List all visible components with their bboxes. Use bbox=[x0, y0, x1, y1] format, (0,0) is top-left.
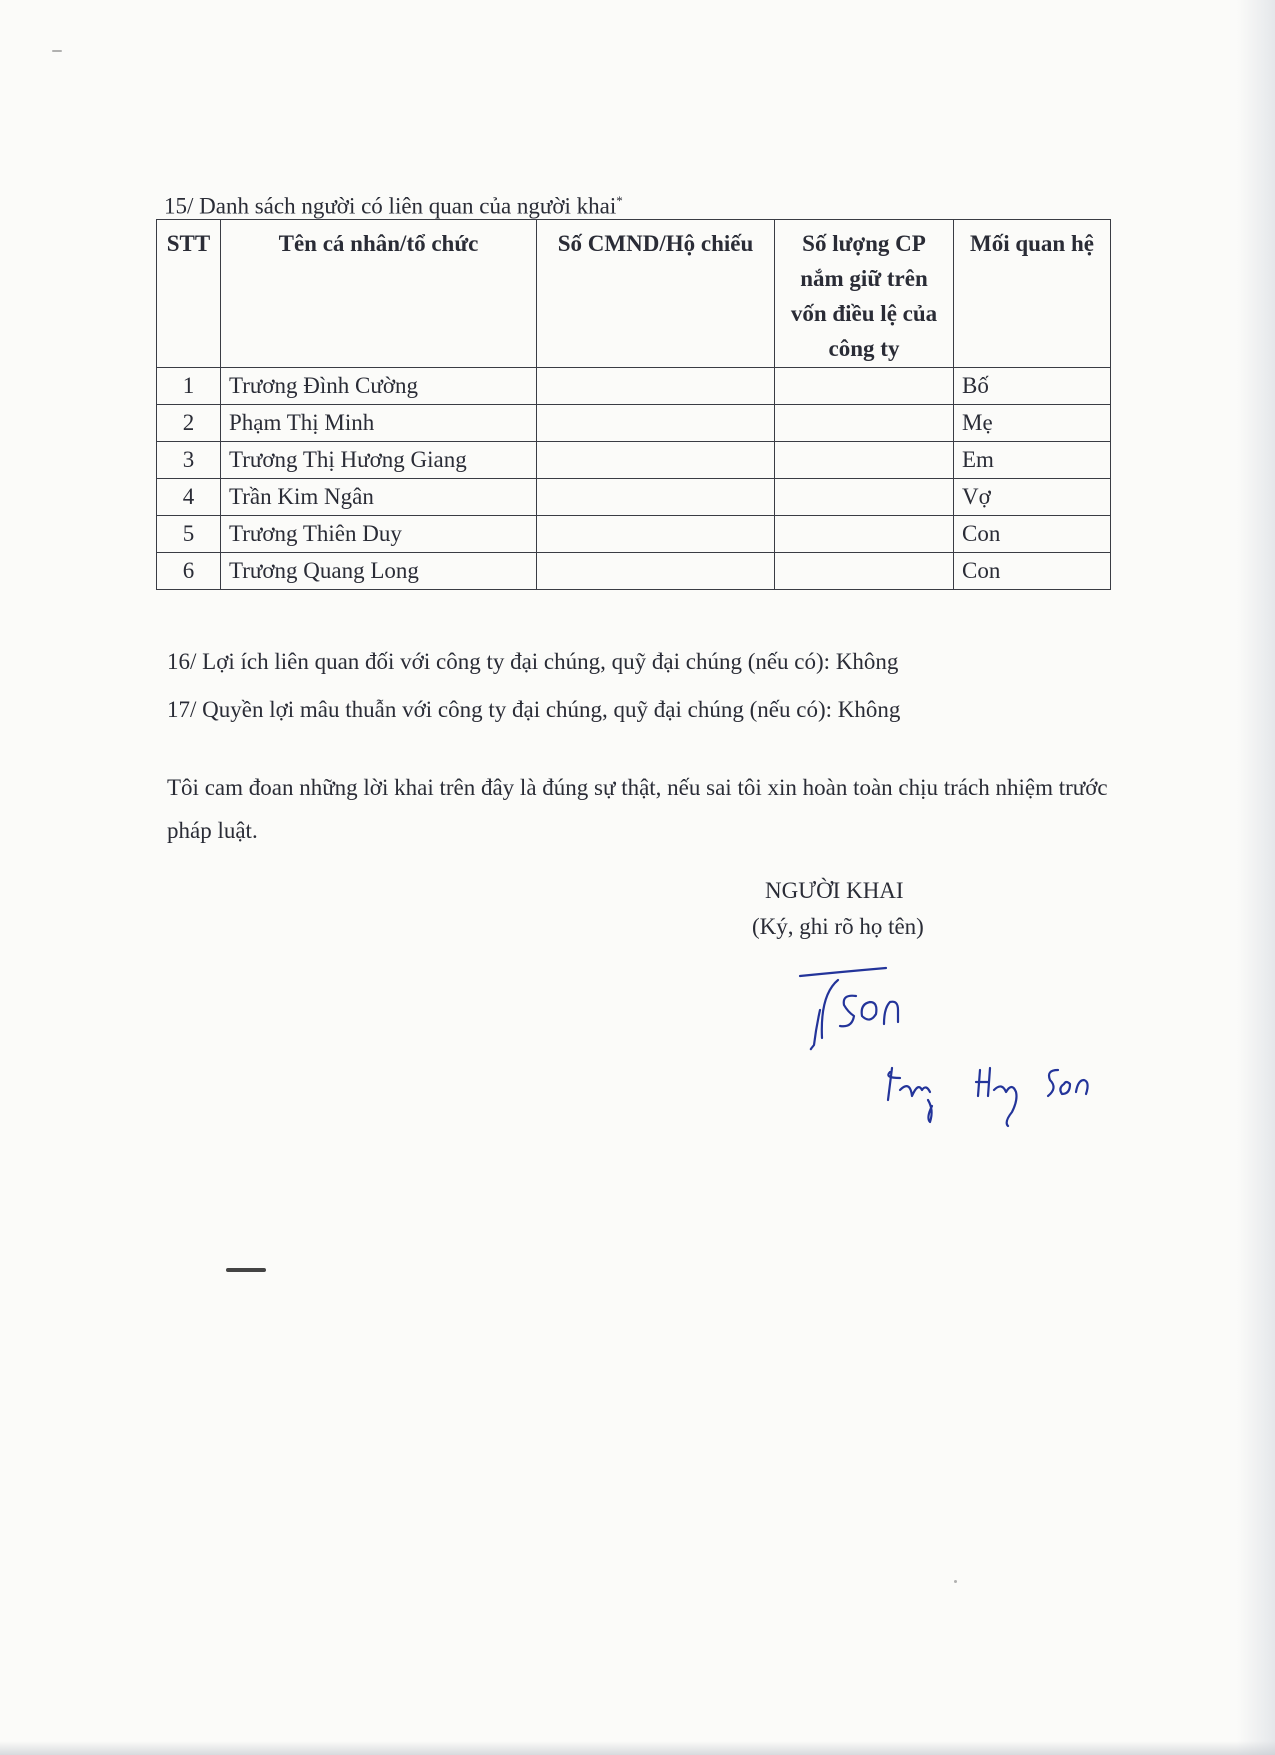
header-relation: Mối quan hệ bbox=[954, 220, 1111, 368]
signature-stroke bbox=[888, 1068, 900, 1100]
table-row bbox=[157, 479, 1111, 516]
section-16-text: 16/ Lợi ích liên quan đối với công ty đại chúng, quỹ đại chúng (nếu có): Không bbox=[167, 649, 899, 674]
cell-name: Trương Thị Hương Giang bbox=[221, 442, 537, 479]
handwritten-signature bbox=[780, 950, 1140, 1130]
cell-relation: Mẹ bbox=[954, 405, 1111, 442]
table-row bbox=[157, 442, 1111, 479]
cell-relation: Con bbox=[954, 553, 1111, 590]
cell-shares bbox=[775, 516, 954, 553]
table-row bbox=[157, 516, 1111, 553]
cell-stt: 2 bbox=[157, 405, 221, 442]
cell-id-number bbox=[537, 405, 775, 442]
cell-shares bbox=[775, 405, 954, 442]
cell-shares bbox=[775, 368, 954, 405]
signature-stroke bbox=[900, 1086, 930, 1096]
header-stt: STT bbox=[157, 220, 221, 368]
page-bottom-edge bbox=[0, 1741, 1275, 1755]
cell-stt: 1 bbox=[157, 368, 221, 405]
signature-stroke bbox=[811, 1010, 820, 1049]
cell-stt: 4 bbox=[157, 479, 221, 516]
cell-id-number bbox=[537, 368, 775, 405]
cell-name: Phạm Thị Minh bbox=[221, 405, 537, 442]
scan-speck bbox=[954, 1580, 957, 1583]
signature-stroke bbox=[928, 1100, 932, 1122]
signature-stroke bbox=[840, 996, 856, 1027]
table-row bbox=[157, 368, 1111, 405]
cell-name: Trương Thiên Duy bbox=[221, 516, 537, 553]
cell-name: Trương Quang Long bbox=[221, 553, 537, 590]
scan-speck bbox=[52, 50, 62, 52]
cell-name: Trần Kim Ngân bbox=[221, 479, 537, 516]
cell-relation: Con bbox=[954, 516, 1111, 553]
cell-stt: 3 bbox=[157, 442, 221, 479]
signature-stroke bbox=[1060, 1082, 1070, 1094]
cell-stt: 5 bbox=[157, 516, 221, 553]
signature-stroke bbox=[800, 968, 886, 976]
signer-note: (Ký, ghi rõ họ tên) bbox=[752, 914, 924, 939]
section-15-title: 15/ Danh sách người có liên quan của người khai* bbox=[164, 193, 623, 219]
cell-relation: Vợ bbox=[954, 479, 1111, 516]
header-id-number: Số CMND/Hộ chiếu bbox=[537, 220, 775, 368]
cell-id-number bbox=[537, 516, 775, 553]
cell-shares bbox=[775, 479, 954, 516]
signature-stroke bbox=[1048, 1070, 1058, 1096]
cell-stt: 6 bbox=[157, 553, 221, 590]
signature-stroke bbox=[976, 1068, 990, 1096]
cell-name: Trương Đình Cường bbox=[221, 368, 537, 405]
signer-title: NGƯỜI KHAI bbox=[765, 878, 904, 903]
header-name: Tên cá nhân/tổ chức bbox=[221, 220, 537, 368]
cell-relation: Em bbox=[954, 442, 1111, 479]
cell-relation: Bố bbox=[954, 368, 1111, 405]
signature-stroke bbox=[822, 980, 838, 1038]
signature-stroke bbox=[884, 1002, 898, 1024]
signature-stroke bbox=[862, 1002, 877, 1020]
commitment-statement: Tôi cam đoan những lời khai trên đây là đúng sự thật, nếu sai tôi xin hoàn toàn chịu trách nhiệm trước pháp luật. bbox=[167, 775, 1108, 843]
footnote-marker: * bbox=[616, 193, 623, 208]
cell-id-number bbox=[537, 479, 775, 516]
page-edge-shadow bbox=[1237, 0, 1275, 1755]
section-17-text: 17/ Quyền lợi mâu thuẫn với công ty đại chúng, quỹ đại chúng (nếu có): Không bbox=[167, 697, 901, 722]
table-row bbox=[157, 553, 1111, 590]
signature-stroke bbox=[994, 1086, 1017, 1126]
table-row bbox=[157, 405, 1111, 442]
cell-shares bbox=[775, 442, 954, 479]
related-persons-table bbox=[156, 219, 1111, 590]
cell-id-number bbox=[537, 442, 775, 479]
table-header-row bbox=[157, 220, 1111, 368]
signature-stroke bbox=[1076, 1080, 1088, 1094]
header-shares: Số lượng CP nắm giữ trên vốn điều lệ của công ty bbox=[775, 220, 954, 368]
scan-speck bbox=[226, 1268, 266, 1272]
cell-id-number bbox=[537, 553, 775, 590]
cell-shares bbox=[775, 553, 954, 590]
